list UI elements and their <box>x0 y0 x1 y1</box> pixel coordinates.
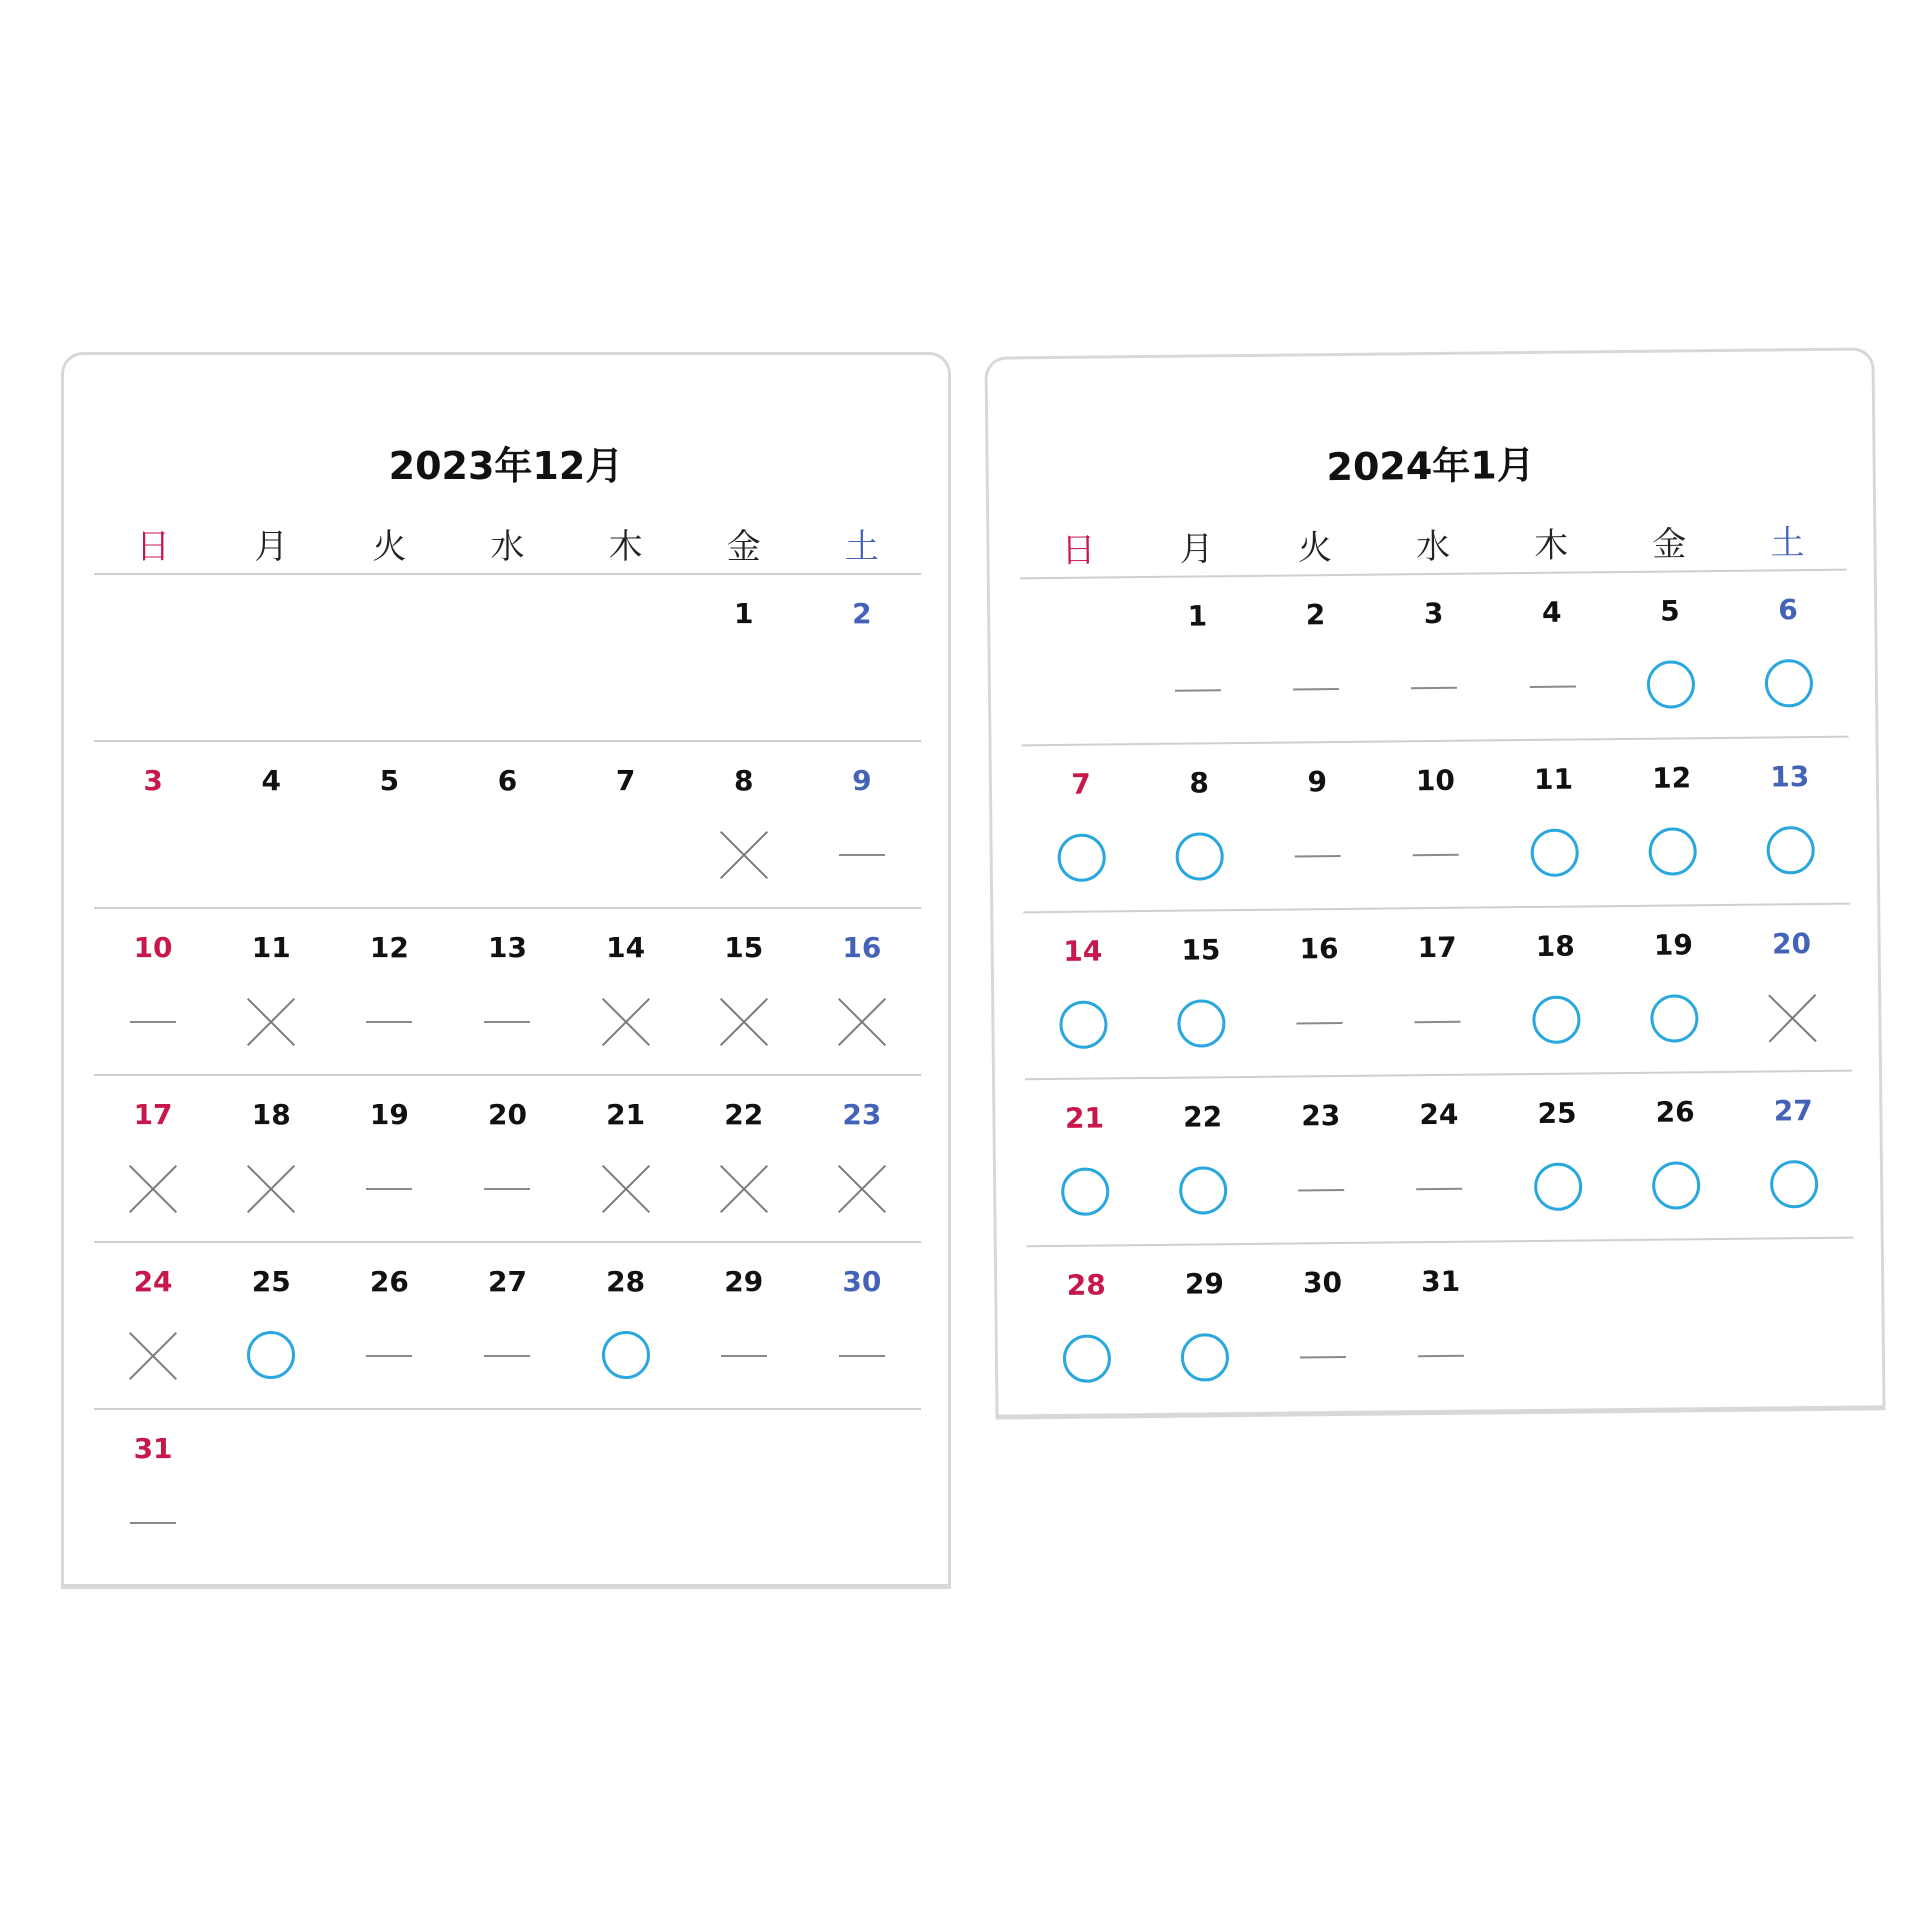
day-number <box>212 1432 330 1466</box>
closed-dash-icon <box>1527 661 1578 712</box>
day-number: 29 <box>1184 1267 1225 1301</box>
weekday-label: 水 <box>1415 526 1451 568</box>
day-cell[interactable] <box>1378 908 1498 1074</box>
weekday-label: 日 <box>1061 530 1096 571</box>
weekday-label: 木 <box>1533 525 1569 566</box>
closed-dash-icon <box>482 1331 532 1381</box>
day-number: 4 <box>1541 595 1562 629</box>
weekday-header <box>94 523 921 575</box>
unavailable-cross-icon <box>246 997 296 1047</box>
day-number: 22 <box>724 1098 764 1131</box>
day-cell[interactable] <box>212 742 330 907</box>
week-row <box>94 909 921 1076</box>
day-cell[interactable] <box>1258 743 1378 909</box>
day-number: 16 <box>1299 932 1339 966</box>
day-number: 21 <box>606 1098 646 1131</box>
available-circle-icon <box>1770 1160 1819 1209</box>
day-cell[interactable] <box>1022 745 1142 911</box>
day-number: 23 <box>842 1098 882 1131</box>
day-cell[interactable] <box>1261 1077 1381 1243</box>
weekday-label: 水 <box>490 527 525 567</box>
empty-cell <box>330 575 448 740</box>
day-cell[interactable] <box>94 1076 212 1241</box>
empty-cell <box>1020 578 1140 744</box>
available-circle-icon <box>1530 828 1579 877</box>
closed-dash-icon <box>1295 998 1346 1049</box>
closed-dash-icon <box>1296 1165 1347 1216</box>
day-cell[interactable] <box>1023 912 1143 1078</box>
day-cell[interactable] <box>685 1243 803 1408</box>
week-row <box>94 1243 921 1410</box>
day-number: 24 <box>133 1265 173 1298</box>
available-circle-icon <box>1061 1167 1110 1216</box>
week-row <box>1023 905 1852 1081</box>
closed-dash-icon <box>1291 664 1342 715</box>
day-number <box>1500 1263 1618 1298</box>
available-circle-icon <box>1765 659 1814 708</box>
weekday-label: 金 <box>726 527 761 567</box>
day-cell[interactable] <box>1260 910 1380 1076</box>
day-number: 17 <box>133 1098 173 1131</box>
weekday-label: 月 <box>254 527 289 567</box>
weekday-label: 火 <box>1297 528 1333 569</box>
day-cell[interactable] <box>1492 573 1612 739</box>
closed-dash-icon <box>364 1164 414 1214</box>
closed-dash-icon <box>837 1331 887 1381</box>
day-cell[interactable] <box>1376 741 1496 907</box>
unavailable-cross-icon <box>719 997 769 1047</box>
day-number: 6 <box>1778 593 1798 627</box>
day-cell[interactable] <box>1498 1074 1618 1240</box>
day-cell[interactable] <box>330 742 448 907</box>
day-cell[interactable] <box>1612 739 1732 905</box>
day-number: 12 <box>369 931 409 964</box>
calendar-title: 2024年1月 <box>1326 442 1535 490</box>
empty-cell <box>1499 1241 1619 1407</box>
closed-dash-icon <box>719 1331 769 1381</box>
day-number: 28 <box>606 1265 646 1298</box>
available-circle-icon <box>602 1331 650 1379</box>
unavailable-cross-icon <box>128 1331 178 1381</box>
day-cell[interactable] <box>448 742 566 907</box>
day-number: 20 <box>1771 927 1812 961</box>
day-number: 15 <box>724 931 764 964</box>
day-number: 13 <box>1770 760 1810 794</box>
closed-dash-icon <box>1416 1331 1467 1382</box>
day-number: 18 <box>1535 929 1575 963</box>
weekday-label: 土 <box>844 527 879 567</box>
weekday-label: 月 <box>1179 529 1214 570</box>
day-cell[interactable] <box>330 1243 448 1408</box>
closed-dash-icon <box>364 1331 414 1381</box>
available-circle-icon <box>247 1331 295 1379</box>
unavailable-cross-icon <box>719 830 769 880</box>
weekday-header <box>1019 519 1846 580</box>
weekday-label: 日 <box>136 527 171 567</box>
calendar-card-december-2023 <box>61 352 951 1589</box>
day-number: 1 <box>734 597 754 630</box>
day-cell[interactable] <box>1729 571 1849 737</box>
day-cell[interactable] <box>1263 1244 1383 1410</box>
day-cell[interactable] <box>803 1243 921 1408</box>
closed-dash-icon <box>1293 831 1344 882</box>
day-number: 16 <box>842 931 882 964</box>
day-number: 1 <box>1187 599 1208 633</box>
day-number <box>567 1432 685 1466</box>
available-circle-icon <box>1650 994 1699 1043</box>
available-circle-icon <box>1534 1162 1583 1211</box>
day-number: 19 <box>369 1098 409 1131</box>
empty-cell <box>212 1410 330 1575</box>
available-circle-icon <box>1058 833 1107 882</box>
unavailable-cross-icon <box>719 1164 769 1214</box>
empty-cell <box>803 1410 921 1575</box>
day-number: 27 <box>488 1265 527 1298</box>
empty-cell <box>1736 1239 1856 1405</box>
closed-dash-icon <box>1411 830 1462 881</box>
day-cell[interactable] <box>1140 744 1260 910</box>
available-circle-icon <box>1177 999 1226 1048</box>
day-cell[interactable] <box>1138 577 1258 743</box>
available-circle-icon <box>1059 1000 1108 1049</box>
day-number <box>212 597 330 631</box>
day-number: 23 <box>1301 1099 1341 1133</box>
calendar-title: 2023年12月 <box>388 444 624 488</box>
day-number: 6 <box>497 764 518 797</box>
day-cell[interactable] <box>1145 1245 1265 1411</box>
day-cell[interactable] <box>448 909 566 1074</box>
closed-dash-icon <box>128 1498 178 1548</box>
closed-dash-icon <box>128 997 178 1047</box>
unavailable-cross-icon <box>837 997 887 1047</box>
day-cell[interactable] <box>94 1243 212 1408</box>
day-cell[interactable] <box>803 909 921 1074</box>
available-circle-icon <box>1176 832 1225 881</box>
day-number: 10 <box>1415 763 1456 798</box>
day-cell[interactable] <box>1616 1073 1736 1239</box>
day-number: 28 <box>1066 1268 1106 1302</box>
day-cell[interactable] <box>1494 740 1614 906</box>
day-number: 31 <box>1420 1264 1461 1299</box>
day-cell[interactable] <box>1374 574 1494 740</box>
day-number: 30 <box>1302 1265 1343 1300</box>
day-cell[interactable] <box>567 1076 685 1241</box>
available-circle-icon <box>1646 660 1695 709</box>
available-circle-icon <box>1181 1333 1230 1382</box>
unavailable-cross-icon <box>837 1164 887 1214</box>
day-number <box>330 1432 448 1466</box>
day-number: 8 <box>734 764 754 797</box>
empty-cell <box>94 575 212 740</box>
day-cell[interactable] <box>1732 905 1852 1071</box>
day-cell[interactable] <box>1256 576 1376 742</box>
day-number: 17 <box>1417 930 1457 965</box>
day-number: 11 <box>1533 762 1574 796</box>
day-cell[interactable] <box>1027 1246 1147 1412</box>
day-cell[interactable] <box>212 1243 330 1408</box>
week-row <box>94 575 921 742</box>
day-number: 9 <box>1307 765 1328 799</box>
day-number: 14 <box>606 931 646 964</box>
empty-cell <box>212 575 330 740</box>
day-cell[interactable] <box>567 1243 685 1408</box>
day-number: 2 <box>852 597 872 630</box>
week-row <box>94 1410 921 1575</box>
unavailable-cross-icon <box>601 1164 651 1214</box>
closed-dash-icon <box>1413 997 1464 1048</box>
day-number: 5 <box>1660 594 1680 628</box>
closed-dash-icon <box>1298 1332 1349 1383</box>
day-cell[interactable] <box>1610 572 1730 738</box>
closed-dash-icon <box>482 1164 532 1214</box>
day-number: 29 <box>724 1265 764 1298</box>
day-number: 13 <box>488 931 527 964</box>
day-number: 19 <box>1653 928 1694 962</box>
closed-dash-icon <box>364 997 414 1047</box>
day-cell[interactable] <box>1379 1075 1499 1241</box>
day-number: 25 <box>1537 1096 1577 1130</box>
day-cell[interactable] <box>685 742 803 907</box>
day-cell[interactable] <box>212 909 330 1074</box>
day-cell[interactable] <box>803 1076 921 1241</box>
unavailable-cross-icon <box>1767 993 1818 1044</box>
empty-cell <box>567 575 685 740</box>
day-number: 12 <box>1652 761 1692 795</box>
day-number: 8 <box>1189 766 1210 800</box>
calendar-grid <box>94 523 921 1575</box>
day-number: 2 <box>1305 598 1326 632</box>
day-cell[interactable] <box>94 1410 212 1575</box>
day-number: 20 <box>488 1098 527 1131</box>
day-number: 30 <box>842 1265 882 1298</box>
calendar-card-january-2024 <box>984 347 1885 1419</box>
day-number: 26 <box>1655 1095 1695 1129</box>
unavailable-cross-icon <box>601 997 651 1047</box>
weekday-label: 火 <box>372 527 407 567</box>
available-circle-icon <box>1766 826 1815 875</box>
day-number <box>685 1432 803 1466</box>
day-number: 24 <box>1419 1097 1459 1132</box>
week-row <box>94 742 921 909</box>
day-cell[interactable] <box>330 1076 448 1241</box>
empty-cell <box>448 1410 566 1575</box>
day-number <box>94 597 212 631</box>
weekday-label: 木 <box>608 527 643 567</box>
day-cell[interactable] <box>1141 911 1261 1077</box>
unavailable-cross-icon <box>128 1164 178 1214</box>
day-number: 4 <box>261 764 281 797</box>
day-number: 3 <box>143 764 163 797</box>
weekday-label: 金 <box>1652 524 1687 565</box>
closed-dash-icon <box>837 830 887 880</box>
day-cell[interactable] <box>1496 907 1616 1073</box>
day-cell[interactable] <box>448 1076 566 1241</box>
day-cell[interactable] <box>567 742 685 907</box>
closed-dash-icon <box>1414 1164 1465 1215</box>
day-number <box>1618 1262 1736 1297</box>
day-cell[interactable] <box>1614 906 1734 1072</box>
day-number: 3 <box>1423 596 1444 631</box>
day-number <box>330 597 448 631</box>
available-circle-icon <box>1648 827 1697 876</box>
calendar-grid <box>1019 519 1855 1413</box>
day-cell[interactable] <box>1730 738 1850 904</box>
day-number: 18 <box>251 1098 291 1131</box>
closed-dash-icon <box>482 997 532 1047</box>
day-number: 26 <box>369 1265 409 1298</box>
unavailable-cross-icon <box>246 1164 296 1214</box>
day-number <box>448 597 566 631</box>
day-number: 7 <box>615 764 636 797</box>
day-cell[interactable] <box>567 909 685 1074</box>
day-cell[interactable] <box>1025 1079 1145 1245</box>
available-circle-icon <box>1652 1161 1701 1210</box>
day-number <box>1020 600 1138 635</box>
week-row <box>1020 571 1849 747</box>
day-cell[interactable] <box>212 1076 330 1241</box>
day-cell[interactable] <box>685 575 803 740</box>
day-number: 31 <box>133 1432 173 1465</box>
day-number: 25 <box>251 1265 291 1298</box>
weekday-label: 土 <box>1770 523 1805 564</box>
day-cell[interactable] <box>94 742 212 907</box>
day-number: 5 <box>379 764 400 797</box>
day-number: 7 <box>1071 767 1091 801</box>
week-row <box>1022 738 1851 914</box>
empty-cell <box>1617 1240 1737 1406</box>
day-number: 21 <box>1064 1101 1105 1135</box>
day-number: 14 <box>1063 934 1103 968</box>
day-number <box>567 597 685 631</box>
available-circle-icon <box>1532 995 1581 1044</box>
day-number: 22 <box>1182 1100 1223 1134</box>
day-cell[interactable] <box>803 742 921 907</box>
day-number: 27 <box>1773 1094 1813 1128</box>
day-number: 15 <box>1181 933 1221 967</box>
empty-cell <box>448 575 566 740</box>
day-number: 10 <box>133 931 173 964</box>
day-cell[interactable] <box>94 909 212 1074</box>
empty-cell <box>685 1410 803 1575</box>
day-number: 9 <box>852 764 872 797</box>
day-number <box>803 1432 921 1466</box>
closed-dash-icon <box>1409 663 1460 714</box>
day-cell[interactable] <box>448 1243 566 1408</box>
week-row <box>1027 1239 1856 1413</box>
day-cell[interactable] <box>685 1076 803 1241</box>
day-number <box>448 1432 566 1466</box>
day-cell[interactable] <box>330 909 448 1074</box>
available-circle-icon <box>1063 1334 1112 1383</box>
day-cell[interactable] <box>1143 1078 1263 1244</box>
empty-cell <box>330 1410 448 1575</box>
closed-dash-icon <box>1173 665 1224 716</box>
week-row <box>1025 1072 1854 1248</box>
day-cell[interactable] <box>803 575 921 740</box>
day-number <box>1736 1261 1854 1296</box>
day-cell[interactable] <box>1381 1242 1501 1408</box>
day-cell[interactable] <box>1734 1072 1854 1238</box>
available-circle-icon <box>1179 1166 1228 1215</box>
empty-cell <box>567 1410 685 1575</box>
day-number: 11 <box>251 931 291 964</box>
day-cell[interactable] <box>685 909 803 1074</box>
week-row <box>94 1076 921 1243</box>
